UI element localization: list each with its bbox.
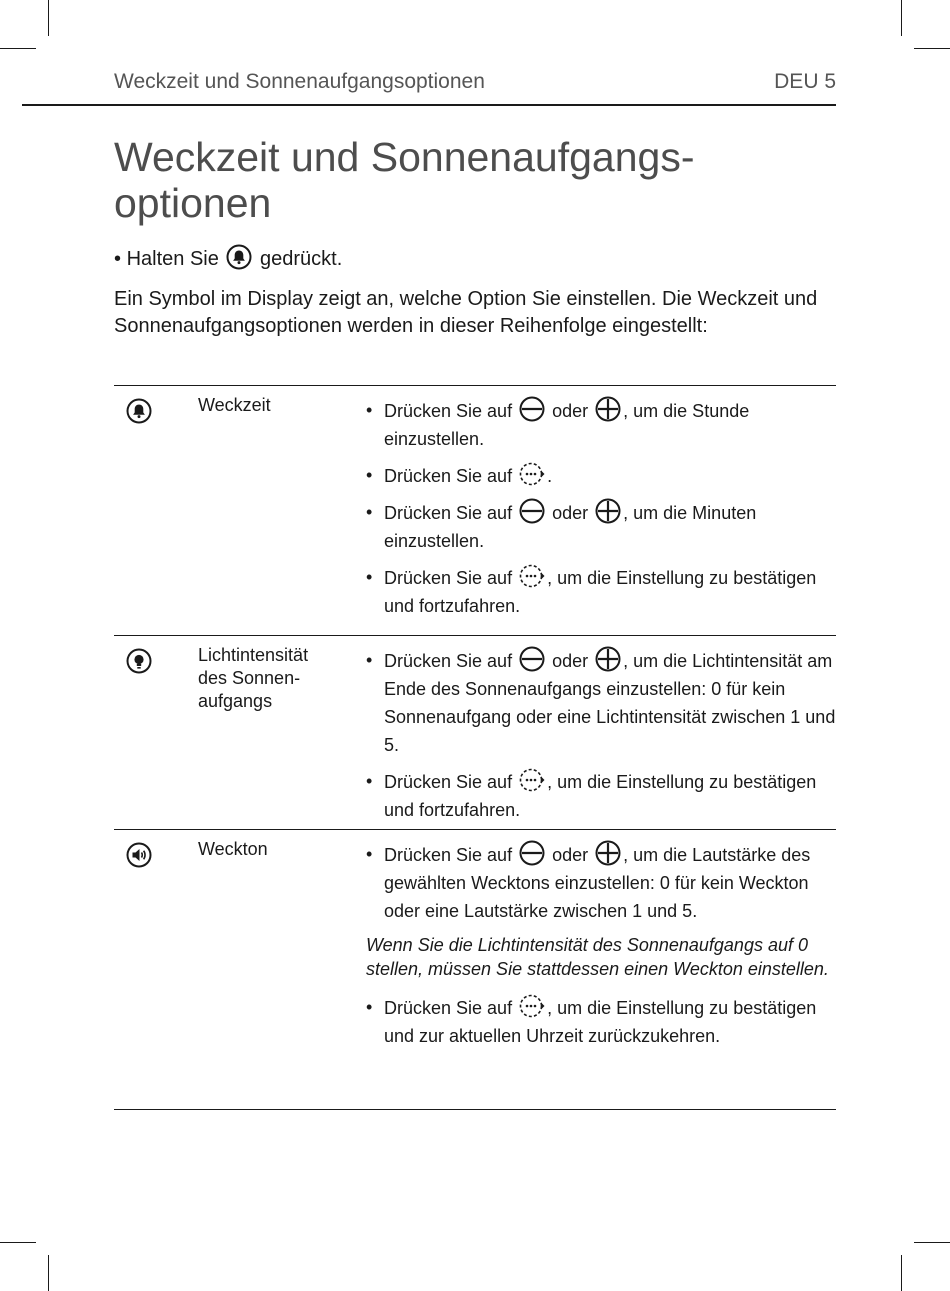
note-text: Wenn Sie die Lichtintensität des Sonnenaufgangs auf 0 stellen, müssen Sie stattdessen einen Weckton einstellen. xyxy=(366,935,829,979)
minus-circle-icon xyxy=(519,396,545,422)
step-text: oder xyxy=(552,845,589,865)
list-item xyxy=(366,461,836,490)
minus-circle-icon xyxy=(519,498,545,524)
list-item xyxy=(366,840,836,925)
row-label: Weckzeit xyxy=(198,395,271,415)
list-item xyxy=(366,767,836,824)
settings-table xyxy=(114,385,836,1110)
table-row-lichtintensitaet xyxy=(114,635,836,829)
step-text: , um die Lichtintensität am Ende des Sonnenaufgangs einzustellen: 0 für kein Sonnenaufgang oder eine Lichtintensität zwischen 1 und 5. xyxy=(384,651,836,755)
page-title-line-1: Weckzeit und Sonnenaufgangs- xyxy=(114,134,695,180)
step-text: Drücken Sie auf xyxy=(384,503,513,523)
menu-confirm-icon xyxy=(519,563,545,589)
bullet-dot: • xyxy=(366,650,373,670)
row-steps xyxy=(366,386,836,632)
crop-mark xyxy=(48,1255,49,1291)
bullet-dot: • xyxy=(366,567,373,587)
intro-bullet-after: gedrückt. xyxy=(259,248,343,270)
plus-circle-icon xyxy=(595,396,621,422)
bullet-dot: • xyxy=(366,400,373,420)
row-label: Lichtintensität des Sonnen- aufgangs xyxy=(198,645,309,711)
minus-circle-icon xyxy=(519,840,545,866)
step-text: , um die Lautstärke des gewählten Wecktons einzustellen: 0 für kein Weckton oder eine Lautstärke zwischen 1 und 5. xyxy=(384,845,811,921)
step-text: Drücken Sie auf xyxy=(384,568,513,588)
intro-bullet-before: Halten Sie xyxy=(126,248,219,270)
step-text: Drücken Sie auf xyxy=(384,651,513,671)
step-text: , um die Einstellung zu bestätigen und fortzufahren. xyxy=(384,568,817,616)
step-text: Drücken Sie auf xyxy=(384,845,513,865)
step-text: , um die Minuten einzustellen. xyxy=(384,503,757,551)
step-text: oder xyxy=(552,651,589,671)
list-item xyxy=(366,396,836,453)
list-item xyxy=(366,563,836,620)
alarm-bell-icon xyxy=(126,398,152,424)
bullet-dot: • xyxy=(366,465,373,485)
crop-mark xyxy=(0,48,36,49)
bullet-dot: • xyxy=(114,248,122,270)
header-rule xyxy=(22,104,836,106)
crop-mark xyxy=(48,0,49,36)
step-text: Drücken Sie auf xyxy=(384,998,513,1018)
row-steps xyxy=(366,830,836,1062)
plus-circle-icon xyxy=(595,646,621,672)
page-title xyxy=(114,134,836,226)
step-text: oder xyxy=(552,401,589,421)
crop-mark xyxy=(914,1242,950,1243)
row-steps xyxy=(366,636,836,836)
table-row-weckton xyxy=(114,829,836,1110)
alarm-bell-icon xyxy=(226,244,252,270)
menu-confirm-icon xyxy=(519,461,545,487)
menu-confirm-icon xyxy=(519,767,545,793)
list-item xyxy=(366,993,836,1050)
step-text: , um die Stunde einzustellen. xyxy=(384,401,750,449)
list-item xyxy=(366,498,836,555)
running-header-title: Weckzeit und Sonnenaufgangsoptionen xyxy=(114,70,485,93)
intro-paragraph: Ein Symbol im Display zeigt an, welche Option Sie einstellen. Die Weckzeit und Sonnenaufgangsoptionen werden in dieser Reihenfolge eingestellt: xyxy=(114,288,818,337)
intro-bullet xyxy=(114,244,342,272)
bullet-dot: • xyxy=(366,997,373,1017)
crop-mark xyxy=(914,48,950,49)
step-text: oder xyxy=(552,503,589,523)
bullet-dot: • xyxy=(366,771,373,791)
plus-circle-icon xyxy=(595,840,621,866)
light-bulb-icon xyxy=(126,648,152,674)
page-title-line-2: optionen xyxy=(114,180,272,226)
step-text: Drücken Sie auf xyxy=(384,401,513,421)
bullet-dot: • xyxy=(366,844,373,864)
list-item xyxy=(366,646,836,759)
page-number: DEU 5 xyxy=(774,70,836,93)
step-text: , um die Einstellung zu bestätigen und zur aktuellen Uhrzeit zurückzukehren. xyxy=(384,998,817,1046)
step-text: Drücken Sie auf xyxy=(384,772,513,792)
speaker-icon xyxy=(126,842,152,868)
plus-circle-icon xyxy=(595,498,621,524)
crop-mark xyxy=(901,0,902,36)
step-text: Drücken Sie auf xyxy=(384,466,513,486)
step-text: , um die Einstellung zu bestätigen und fortzufahren. xyxy=(384,772,817,820)
bullet-dot: • xyxy=(366,502,373,522)
running-header xyxy=(114,70,836,96)
menu-confirm-icon xyxy=(519,993,545,1019)
row-label: Weckton xyxy=(198,839,268,859)
step-text: . xyxy=(547,466,553,486)
minus-circle-icon xyxy=(519,646,545,672)
crop-mark xyxy=(0,1242,36,1243)
table-row-weckzeit xyxy=(114,385,836,635)
crop-mark xyxy=(901,1255,902,1291)
